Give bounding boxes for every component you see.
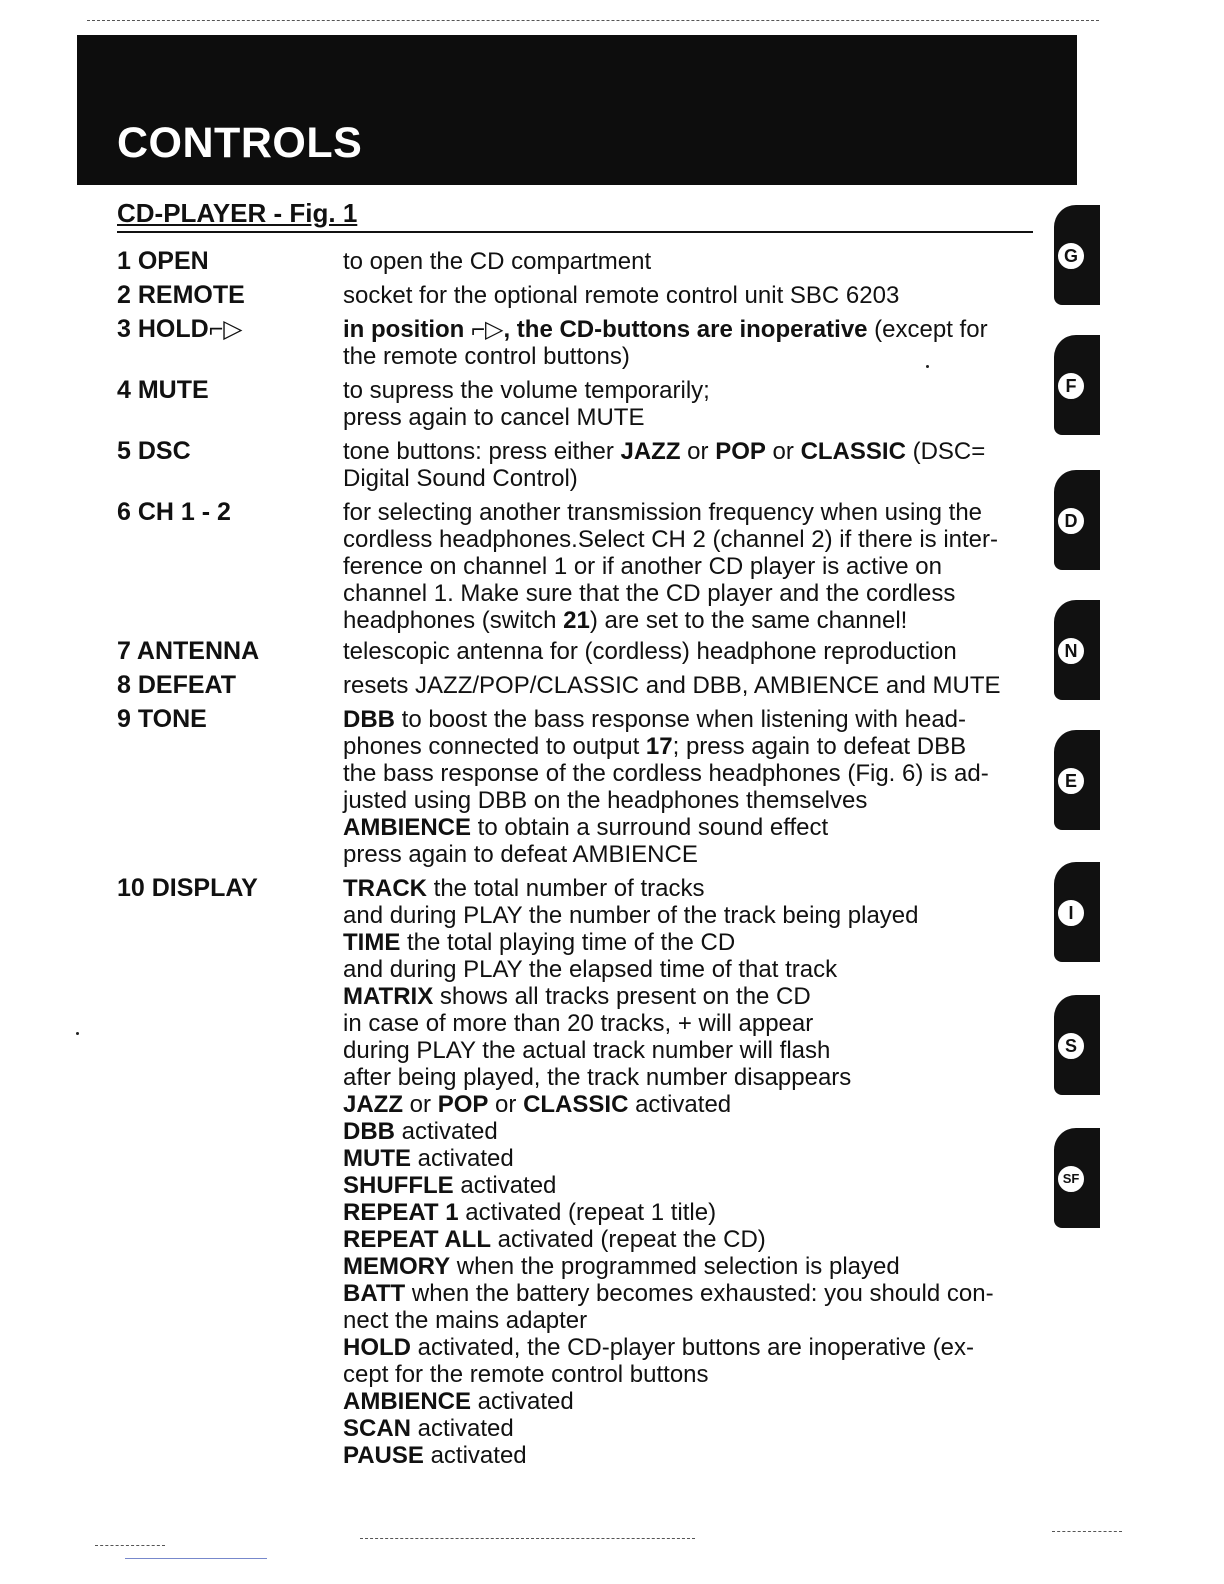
bold-text: MUTE bbox=[343, 1145, 411, 1172]
text-run: and during PLAY the elapsed time of that track bbox=[343, 956, 838, 983]
control-description bbox=[343, 316, 1043, 370]
text-run: or bbox=[488, 1091, 524, 1118]
text-run: phones connected to output bbox=[343, 733, 646, 760]
bold-text: ⌐▷ bbox=[470, 316, 504, 343]
bold-text: DBB bbox=[343, 706, 395, 733]
description-line bbox=[343, 1226, 1043, 1253]
description-line bbox=[343, 580, 1043, 607]
description-line bbox=[343, 1253, 1043, 1280]
text-run: nect the mains adapter bbox=[343, 1307, 588, 1334]
description-line bbox=[343, 787, 1043, 814]
text-run: ; press again to defeat DBB bbox=[672, 733, 967, 760]
hold-symbol-icon: ⌐▷ bbox=[208, 315, 243, 343]
text-run: activated bbox=[411, 1145, 514, 1172]
language-tab bbox=[1054, 600, 1100, 700]
description-line bbox=[343, 841, 1043, 868]
control-row bbox=[117, 438, 1042, 492]
text-run: or bbox=[680, 438, 716, 465]
language-tab-label: SF bbox=[1056, 1164, 1086, 1194]
language-tab-label: D bbox=[1056, 506, 1086, 536]
text-run: when the battery becomes exhausted: you should con- bbox=[405, 1280, 994, 1307]
text-run: activated (repeat 1 title) bbox=[458, 1199, 717, 1226]
text-run: to open the CD compartment bbox=[343, 248, 652, 275]
text-run: and during PLAY the number of the track being played bbox=[343, 902, 919, 929]
language-tab bbox=[1054, 862, 1100, 962]
text-run: cordless headphones.Select CH 2 (channel 2) if there is inter- bbox=[343, 526, 999, 553]
text-run: activated bbox=[395, 1118, 498, 1145]
control-row bbox=[117, 282, 1042, 309]
bold-text: BATT bbox=[343, 1280, 406, 1307]
control-key: 4 MUTE bbox=[117, 376, 209, 404]
description-line bbox=[343, 875, 1043, 902]
text-run: activated bbox=[453, 1172, 557, 1199]
control-row bbox=[117, 499, 1042, 634]
bold-text: CLASSIC bbox=[800, 438, 906, 465]
text-run: activated bbox=[411, 1415, 514, 1442]
control-key: 3 HOLD bbox=[117, 315, 209, 343]
bold-text: POP bbox=[715, 438, 766, 465]
control-key: 1 OPEN bbox=[117, 247, 209, 275]
section-title: CD-PLAYER - Fig. 1 bbox=[117, 198, 358, 228]
bold-text: REPEAT 1 bbox=[343, 1199, 459, 1226]
text-run: ) are set to the same channel! bbox=[589, 607, 908, 634]
text-run: tone buttons: press either bbox=[343, 438, 621, 465]
text-run: the total playing time of the CD bbox=[400, 929, 736, 956]
language-tab bbox=[1054, 470, 1100, 570]
description-line bbox=[343, 1199, 1043, 1226]
description-line bbox=[343, 1172, 1043, 1199]
bold-text: AMBIENCE bbox=[343, 1388, 472, 1415]
description-line bbox=[343, 526, 1043, 553]
description-line bbox=[343, 1037, 1043, 1064]
text-run: for selecting another transmission frequency when using the bbox=[343, 499, 983, 526]
description-line bbox=[343, 1280, 1043, 1307]
bold-text: DBB bbox=[343, 1118, 395, 1145]
control-row bbox=[117, 706, 1042, 868]
description-line bbox=[343, 377, 1043, 404]
bold-text: MEMORY bbox=[343, 1253, 451, 1280]
text-run: ference on channel 1 or if another CD player is active on bbox=[343, 553, 943, 580]
description-line bbox=[343, 438, 1043, 465]
text-run: activated bbox=[628, 1091, 732, 1118]
control-key: 10 DISPLAY bbox=[117, 874, 258, 902]
text-run: or bbox=[403, 1091, 438, 1118]
text-run: (DSC= bbox=[905, 438, 986, 465]
description-line bbox=[343, 733, 1043, 760]
control-description bbox=[343, 875, 1043, 1469]
text-run: to boost the bass response when listening with head- bbox=[395, 706, 967, 733]
control-key: 7 ANTENNA bbox=[117, 637, 260, 665]
control-description bbox=[343, 706, 1043, 868]
bold-text: JAZZ bbox=[620, 438, 681, 465]
control-row bbox=[117, 638, 1042, 665]
text-run: when the programmed selection is played bbox=[450, 1253, 900, 1280]
bold-text: HOLD bbox=[343, 1334, 411, 1361]
text-run: cept for the remote control buttons bbox=[343, 1361, 709, 1388]
bold-text: REPEAT ALL bbox=[343, 1226, 491, 1253]
description-line bbox=[343, 1334, 1043, 1361]
text-run: to supress the volume temporarily; bbox=[343, 377, 710, 404]
language-tab-label: E bbox=[1056, 766, 1086, 796]
description-line bbox=[343, 956, 1043, 983]
description-line bbox=[343, 1064, 1043, 1091]
description-line bbox=[343, 343, 1043, 370]
description-line bbox=[343, 672, 1043, 699]
control-row bbox=[117, 875, 1042, 1469]
description-line bbox=[343, 1307, 1043, 1334]
bold-text: PAUSE bbox=[343, 1442, 424, 1469]
description-line bbox=[343, 499, 1043, 526]
control-description bbox=[343, 638, 1043, 665]
bold-text: JAZZ bbox=[343, 1091, 403, 1118]
description-line bbox=[343, 760, 1043, 787]
description-line bbox=[343, 607, 1043, 634]
text-run: to obtain a surround sound effect bbox=[471, 814, 829, 841]
bold-text: in position bbox=[343, 316, 471, 343]
control-key: 8 DEFEAT bbox=[117, 671, 236, 699]
bold-text: SHUFFLE bbox=[343, 1172, 454, 1199]
text-run: press again to cancel MUTE bbox=[343, 404, 645, 431]
text-run: the total number of tracks bbox=[427, 875, 705, 902]
text-run: channel 1. Make sure that the CD player and the cordless bbox=[343, 580, 956, 607]
control-description bbox=[343, 248, 1043, 275]
page-title: CONTROLS bbox=[117, 119, 363, 167]
control-row bbox=[117, 672, 1042, 699]
language-tab bbox=[1054, 995, 1100, 1095]
language-tab-label: F bbox=[1056, 371, 1086, 401]
control-description bbox=[343, 499, 1043, 634]
control-description bbox=[343, 438, 1043, 492]
description-line bbox=[343, 248, 1043, 275]
language-tab-label: G bbox=[1056, 241, 1086, 271]
header-bar bbox=[77, 35, 1077, 185]
text-run: telescopic antenna for (cordless) headphone reproduction bbox=[343, 638, 957, 665]
text-run: justed using DBB on the headphones themselves bbox=[343, 787, 868, 814]
bold-text: POP bbox=[437, 1091, 489, 1118]
text-run: headphones (switch bbox=[343, 607, 564, 634]
bold-text: , the CD-buttons are inoperative bbox=[503, 316, 868, 343]
bold-text: AMBIENCE bbox=[343, 814, 472, 841]
description-line bbox=[343, 404, 1043, 431]
text-run: socket for the optional remote control unit SBC 6203 bbox=[343, 282, 900, 309]
text-run: press again to defeat AMBIENCE bbox=[343, 841, 698, 868]
bold-text: SCAN bbox=[343, 1415, 412, 1442]
text-run: activated bbox=[423, 1442, 527, 1469]
control-description bbox=[343, 377, 1043, 431]
control-row bbox=[117, 316, 1042, 370]
text-run: Digital Sound Control) bbox=[343, 465, 578, 492]
language-tab-label: N bbox=[1056, 636, 1086, 666]
control-key: 9 TONE bbox=[117, 705, 207, 733]
bold-text: 21 bbox=[563, 607, 590, 634]
control-key: 5 DSC bbox=[117, 437, 191, 465]
description-line bbox=[343, 1388, 1043, 1415]
description-line bbox=[343, 706, 1043, 733]
language-tab-label: S bbox=[1056, 1031, 1086, 1061]
bold-text: TIME bbox=[343, 929, 401, 956]
description-line bbox=[343, 1361, 1043, 1388]
control-key: 6 CH 1 - 2 bbox=[117, 498, 231, 526]
control-description bbox=[343, 672, 1043, 699]
control-row bbox=[117, 377, 1042, 431]
text-run: the bass response of the cordless headphones (Fig. 6) is ad- bbox=[343, 760, 989, 787]
text-run: shows all tracks present on the CD bbox=[433, 983, 811, 1010]
text-run: the remote control buttons) bbox=[343, 343, 630, 370]
bold-text: 17 bbox=[645, 733, 673, 760]
control-row bbox=[117, 248, 1042, 275]
control-description bbox=[343, 282, 1043, 309]
control-key-wrapper bbox=[117, 316, 337, 343]
control-key: 2 REMOTE bbox=[117, 281, 245, 309]
language-tab bbox=[1054, 730, 1100, 830]
description-line bbox=[343, 929, 1043, 956]
section-divider bbox=[117, 231, 1033, 233]
description-line bbox=[343, 553, 1043, 580]
description-line bbox=[343, 638, 1043, 665]
description-line bbox=[343, 814, 1043, 841]
description-line bbox=[343, 1415, 1043, 1442]
language-tab bbox=[1054, 205, 1100, 305]
description-line bbox=[343, 316, 1043, 343]
language-tab bbox=[1054, 335, 1100, 435]
bold-text: MATRIX bbox=[343, 983, 434, 1010]
language-tab bbox=[1054, 1128, 1100, 1228]
description-line bbox=[343, 465, 1043, 492]
text-run: activated bbox=[471, 1388, 574, 1415]
description-line bbox=[343, 1010, 1043, 1037]
bold-text: TRACK bbox=[343, 875, 427, 902]
text-run: resets JAZZ/POP/CLASSIC and DBB, AMBIENCE and MUTE bbox=[343, 672, 1001, 699]
language-tab-label: I bbox=[1056, 898, 1086, 928]
text-run: during PLAY the actual track number will flash bbox=[343, 1037, 831, 1064]
description-line bbox=[343, 1118, 1043, 1145]
text-run: activated (repeat the CD) bbox=[491, 1226, 766, 1253]
description-line bbox=[343, 1145, 1043, 1172]
description-line bbox=[343, 1442, 1043, 1469]
text-run: (except for bbox=[867, 316, 988, 343]
description-line bbox=[343, 983, 1043, 1010]
description-line bbox=[343, 1091, 1043, 1118]
text-run: or bbox=[765, 438, 801, 465]
description-line bbox=[343, 902, 1043, 929]
description-line bbox=[343, 282, 1043, 309]
text-run: in case of more than 20 tracks, + will appear bbox=[343, 1010, 814, 1037]
bold-text: CLASSIC bbox=[523, 1091, 629, 1118]
text-run: after being played, the track number disappears bbox=[343, 1064, 852, 1091]
text-run: activated, the CD-player buttons are inoperative (ex- bbox=[411, 1334, 974, 1361]
